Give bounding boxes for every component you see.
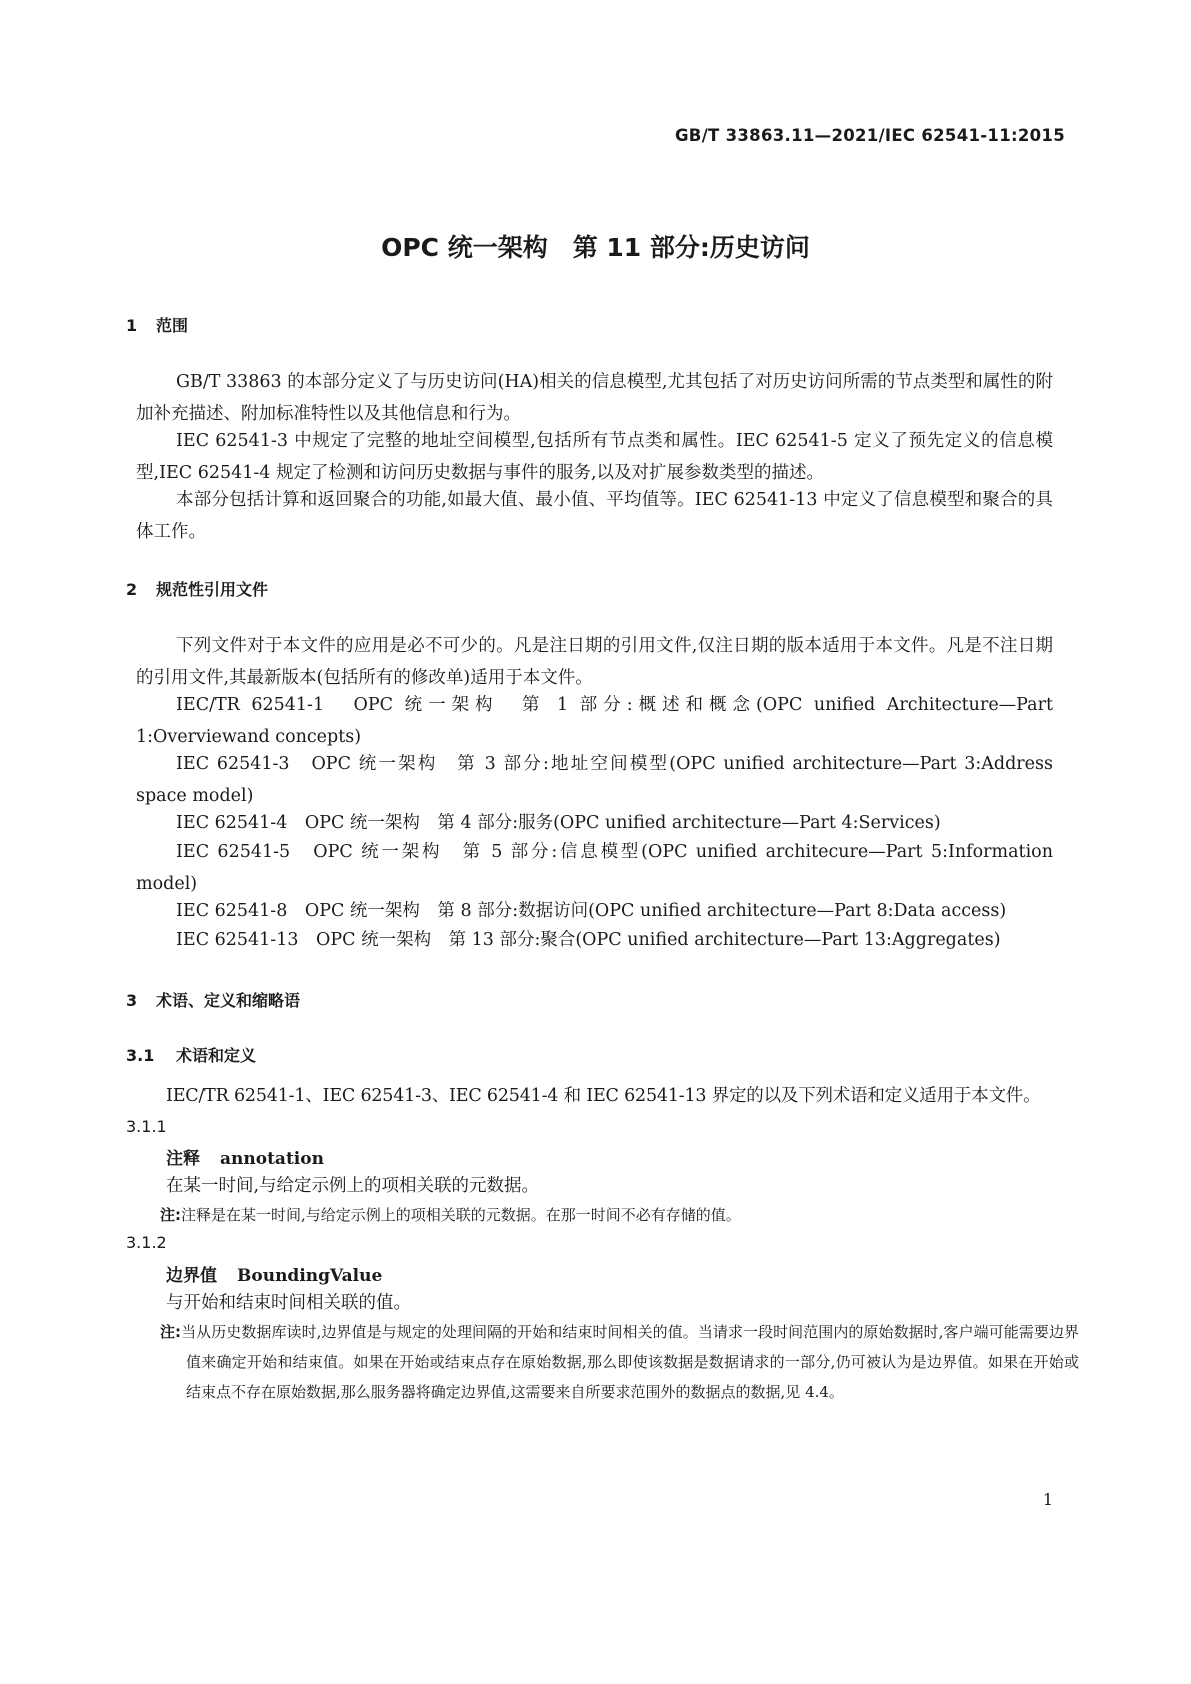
section-title: 范围 <box>156 316 189 335</box>
section-1-heading <box>126 313 188 336</box>
term-heading <box>166 1261 382 1286</box>
term-zh: 边界值 <box>166 1266 217 1286</box>
normative-refs-intro: 下列文件对于本文件的应用是必不可少的。凡是注日期的引用文件,仅注日期的版本适用于本文件。凡是不注日期的引用文件,其最新版本(包括所有的修改单)适用于本文件。 <box>136 636 1053 688</box>
section-number: 2 <box>126 580 138 599</box>
term-en: annotation <box>220 1149 324 1169</box>
document-title: OPC 统一架构 第 11 部分:历史访问 <box>381 233 810 262</box>
reference-item: IEC 62541-4 OPC 统一架构 第 4 部分:服务(OPC unified architecture—Part 4:Services) <box>176 813 941 833</box>
section-number: 3 <box>126 991 138 1010</box>
terms-intro: IEC/TR 62541-1、IEC 62541-3、IEC 62541-4 和 IEC 62541-13 界定的以及下列术语和定义适用于本文件。 <box>166 1086 1041 1106</box>
section-3-heading <box>126 988 300 1011</box>
note-label: 注: <box>160 1323 182 1341</box>
scope-paragraph-1: GB/T 33863 的本部分定义了与历史访问(HA)相关的信息模型,尤其包括了对历史访问所需的节点类型和属性的附加补充描述、附加标准特性以及其他信息和行为。 <box>136 372 1053 424</box>
note-text: 注释是在某一时间,与给定示例上的项相关联的元数据。在那一时间不必有存储的值。 <box>181 1206 741 1224</box>
reference-item: IEC 62541-13 OPC 统一架构 第 13 部分:聚合(OPC unified architecture—Part 13:Aggregates) <box>176 930 1001 950</box>
note-text: 当从历史数据库读时,边界值是与规定的处理间隔的开始和结束时间相关的值。当请求一段时间范围内的原始数据时,客户端可能需要边界值来确定开始和结束值。如果在开始或结束点存在原始数据,那么即使该数据是数据请求的一部分,仍可被认为是边界值。如果在开始或结束点不存在原始数据,那么服务器将确定边界值,这需要来自所要求范围外的数据点的数据,见 4.4。 <box>181 1323 1080 1401</box>
scope-paragraph-2: IEC 62541-3 中规定了完整的地址空间模型,包括所有节点类和属性。IEC 62541-5 定义了预先定义的信息模型,IEC 62541-4 规定了检测和访问历史数据与事件的服务,以及对扩展参数类型的描述。 <box>136 431 1053 483</box>
section-title: 规范性引用文件 <box>156 580 269 599</box>
term-heading <box>166 1144 324 1169</box>
term-number: 3.1.2 <box>126 1233 167 1252</box>
reference-item: IEC 62541-8 OPC 统一架构 第 8 部分:数据访问(OPC unified architecture—Part 8:Data access) <box>176 901 1007 921</box>
section-title: 术语、定义和缩略语 <box>156 991 301 1010</box>
term-definition: 与开始和结束时间相关联的值。 <box>166 1293 411 1313</box>
term-en: BoundingValue <box>237 1266 383 1286</box>
reference-item: IEC 62541-3 OPC 统一架构 第 3 部分:地址空间模型(OPC unified architecture—Part 3:Address space model) <box>136 754 1053 806</box>
subsection-title: 术语和定义 <box>176 1046 257 1065</box>
note-label: 注: <box>160 1206 181 1224</box>
scope-paragraph-3: 本部分包括计算和返回聚合的功能,如最大值、最小值、平均值等。IEC 62541-13 中定义了信息模型和聚合的具体工作。 <box>136 490 1053 542</box>
reference-item: IEC 62541-5 OPC 统一架构 第 5 部分:信息模型(OPC unified architecure—Part 5:Information model) <box>136 842 1053 894</box>
section-2-heading <box>126 577 268 600</box>
term-note <box>160 1317 1079 1407</box>
subsection-3-1-heading <box>126 1043 256 1066</box>
standard-code: GB/T 33863.11—2021/IEC 62541-11:2015 <box>674 126 1065 145</box>
section-number: 1 <box>126 316 138 335</box>
page-number: 1 <box>1042 1490 1053 1509</box>
term-number: 3.1.1 <box>126 1117 167 1136</box>
term-note <box>160 1200 1053 1230</box>
term-definition: 在某一时间,与给定示例上的项相关联的元数据。 <box>166 1176 540 1196</box>
subsection-number: 3.1 <box>126 1046 155 1065</box>
reference-item: IEC/TR 62541-1 OPC 统一架构 第 1 部分:概述和概念(OPC unified Architecture—Part 1:Overviewand concepts) <box>136 695 1053 747</box>
term-zh: 注释 <box>166 1149 200 1169</box>
